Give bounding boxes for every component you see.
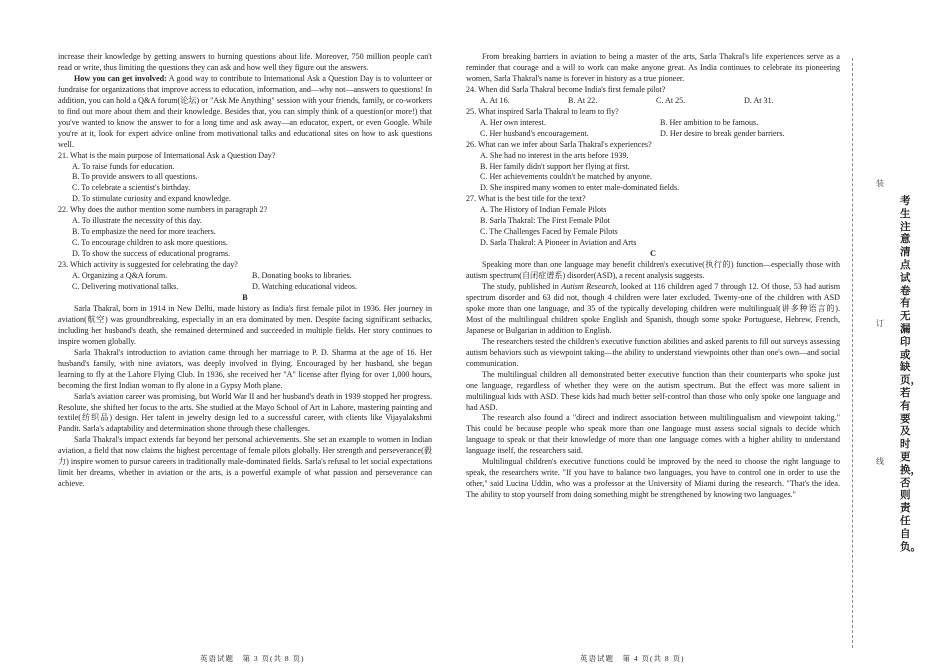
question-27: 27. What is the best title for the text?	[466, 194, 586, 204]
options-row	[466, 118, 840, 129]
option: A. To illustrate the necessity of this day.	[72, 216, 202, 226]
option: B. Her ambition to be famous.	[660, 117, 759, 127]
paragraph-text: , looked at 116 children aged 7 through 12. Of those, 53 had autism spectrum disorder and 63 did not, though 4 children were later excluded. Twenty-one of the children with ASD spoke more than one language, and 35 of the typically developing children were multilingual(讲多种语言的). Most of the multilingual children spoke English and Spanish, though some spoke Portuguese, Hebrew, French, Japanese or Bulgarian in addition to English.	[466, 282, 840, 335]
option: C. To celebrate a scientist's birthday.	[72, 183, 191, 193]
section-heading-b: B	[242, 292, 248, 302]
option: D. She inspired many women to enter male-dominated fields.	[480, 183, 680, 193]
option: B. Her family didn't support her flying at first.	[480, 161, 630, 171]
question-26: 26. What can we infer about Sarla Thakral's experiences?	[466, 139, 652, 149]
question-24: 24. When did Sarla Thakral become India's first female pilot?	[466, 84, 666, 94]
paragraph: Sarla's aviation career was promising, but World War II and her husband's death in 1939 stopped her progress. Resolute, she shifted her focus to the arts. She studied at the Mayo School of Art in Lahore, mastering painting and textile(纺织品) design. Her talent in jewelry design led to a successful career, with clients like Vijayalakshmi Pandit. Sarla's adaptability and determination shone through these challenges.	[58, 391, 432, 434]
binding-line	[852, 58, 853, 648]
option: A. The History of Indian Female Pilots	[480, 205, 607, 215]
binding-mark-ding: 订	[876, 319, 884, 328]
paragraph: From breaking barriers in aviation to being a master of the arts, Sarla Thakral's life experiences serve as a reminder that courage and a will to work can make anyone great. As India continues to celebrate its pioneering women, Sarla Thakral's name is forever in history as a true pioneer.	[466, 52, 840, 83]
journal-title: Autism Research	[561, 282, 617, 292]
options-row	[466, 129, 840, 140]
paragraph-text: A good way to contribute to International Ask a Question Day is to volunteer or fundraise for organizations that improve access to education, information, and—why not—answers to questions! In addition, you can hold a Q&A forum(论坛) or "Ask Me Anything" session with your friends, family, or co-workers to find out more about them and their knowledge. Besides that, you can simply think of a question(or more!) that you've wanted to know the answer to for a long time and ask away—an educator, expert, or even Google. While you're at it, look for expert advice online from motivational talks and educational sites on how to ask questions well.	[58, 73, 432, 149]
exam-notice: 考生注意清点试卷有无漏印或缺页，若有要及时更换，否则责任自负。	[900, 196, 921, 553]
option: C. Her husband's encouragement.	[480, 128, 589, 138]
right-page-column	[466, 52, 840, 501]
paragraph: Sarla Thakral, born in 1914 in New Delhi, made history as India's first female pilot in 1936. Her journey in aviation(航空) was groundbreaking, especially in an era dominated by men. Despite facing significant setbacks, including her husband's death, she remained determined and succeeded in multiple fields. Her story continues to inspire women globally.	[58, 303, 432, 346]
section-heading-c: C	[650, 249, 656, 259]
option: B. To provide answers to all questions.	[72, 172, 198, 182]
page-footer-left: 英语试题 第 3 页(共 8 页)	[200, 654, 305, 663]
question-21: 21. What is the main purpose of International Ask a Question Day?	[58, 150, 276, 160]
paragraph	[58, 74, 432, 151]
question-25: 25. What inspired Sarla Thakral to learn to fly?	[466, 106, 619, 116]
option: D. Sarla Thakral: A Pioneer in Aviation and Arts	[480, 238, 637, 248]
paragraph: Multilingual children's executive functions could be improved by the need to choose the right language to speak, the researchers write. "If you have to balance two languages, you have to control one in order to use the other," said Lucina Uddin, who was a professor at the University of Miami during the research. "That's the idea. The ability to stop yourself from doing something might be strengthened by knowing two languages."	[466, 457, 840, 500]
paragraph: The multilingual children all demonstrated better executive function than their counterparts who spoke just one language, regardless of whether they were on the autism spectrum. But the effect was more salient in multilingual kids with ASD. These kids had much better self-control than those who only spoke one language and had ASD.	[466, 369, 840, 412]
page-footer-right: 英语试题 第 4 页(共 8 页)	[580, 654, 685, 663]
options-row	[58, 271, 432, 282]
option: B. To emphasize the need for more teachers.	[72, 227, 216, 237]
left-page-column	[58, 52, 432, 490]
paragraph: The researchers tested the children's executive function abilities and asked parents to fill out surveys assessing autism behaviors such as viewpoint taking—the ability to understand viewpoints other than one's own—and social communication.	[466, 336, 840, 368]
option: A. At 16.	[480, 95, 510, 105]
option: D. Her desire to break gender barriers.	[660, 128, 785, 138]
options-row	[466, 96, 840, 107]
binding-mark-zhuang: 装	[876, 179, 884, 188]
question-23: 23. Which activity is suggested for celebrating the day?	[58, 260, 238, 270]
option: C. Her achievements couldn't be matched by anyone.	[480, 172, 653, 182]
option: A. She had no interest in the arts before 1939.	[480, 150, 629, 160]
option: B. Donating books to libraries.	[252, 271, 352, 281]
question-22: 22. Why does the author mention some numbers in paragraph 2?	[58, 205, 268, 215]
option: B. Sarla Thakral: The First Female Pilot	[480, 216, 610, 226]
paragraph: Speaking more than one language may benefit children's executive(执行的) function—especially those with autism spectrum(自闭症谱系) disorder(ASD), a recent analysis suggests.	[466, 260, 840, 281]
paragraph-lead: How you can get involved:	[74, 73, 167, 83]
option: D. At 31.	[744, 95, 774, 105]
paragraph: increase their knowledge by getting answers to burning questions about life. Moreover, 750 million people can't read or write, thus limiting the questions they can ask and how well they figure out the answers.	[58, 52, 432, 72]
option: A. Organizing a Q&A forum.	[72, 271, 168, 281]
option: D. Watching educational videos.	[252, 282, 358, 292]
option: D. To stimulate curiosity and expand knowledge.	[72, 194, 231, 204]
paragraph: Sarla Thakral's introduction to aviation came through her marriage to P. D. Sharma at the age of 16. Her husband's family, with nine aviators, was deeply involved in flying. Encouraged by her husband, she began learning to fly at the Lahore Flying Club. In 1936, she received her "A" license after flying for over 1,000 hours, becoming the first Indian woman to fly alone in a Gypsy Moth plane.	[58, 347, 432, 390]
paragraph: Sarla Thakral's impact extends far beyond her personal achievements. She set an example to women in Indian aviation, a field that now claims the highest percentage of female pilots globally. Her strength and perseverance(毅力) inspire women to pursue careers in traditionally male-dominated fields. Sarla's refusal to let social expectations limit her dreams, whether in aviation or the arts, is a powerful example of what passion and perseverance can achieve.	[58, 435, 432, 489]
option: C. To encourage children to ask more questions.	[72, 238, 228, 248]
option: C. At 25.	[656, 95, 686, 105]
option: A. Her own interest.	[480, 117, 546, 127]
option: B. At 22.	[568, 95, 598, 105]
option: C. The Challenges Faced by Female Pilots	[480, 227, 618, 237]
option: A. To raise funds for education.	[72, 161, 175, 171]
paragraph: The research also found a "direct and indirect association between multilingualism and viewpoint taking." This could be because people who speak more than one language must assess social signals to decide which language to speak or that their knowledge of more than one language comes with a higher ability to understand language itself, the researchers said.	[466, 413, 840, 456]
options-row	[58, 282, 432, 293]
option: D. To show the success of educational programs.	[72, 249, 231, 259]
paragraph-text: The study, published in	[482, 282, 562, 292]
paragraph	[466, 282, 840, 337]
option: C. Delivering motivational talks.	[72, 282, 179, 292]
binding-mark-xian: 线	[876, 457, 884, 466]
